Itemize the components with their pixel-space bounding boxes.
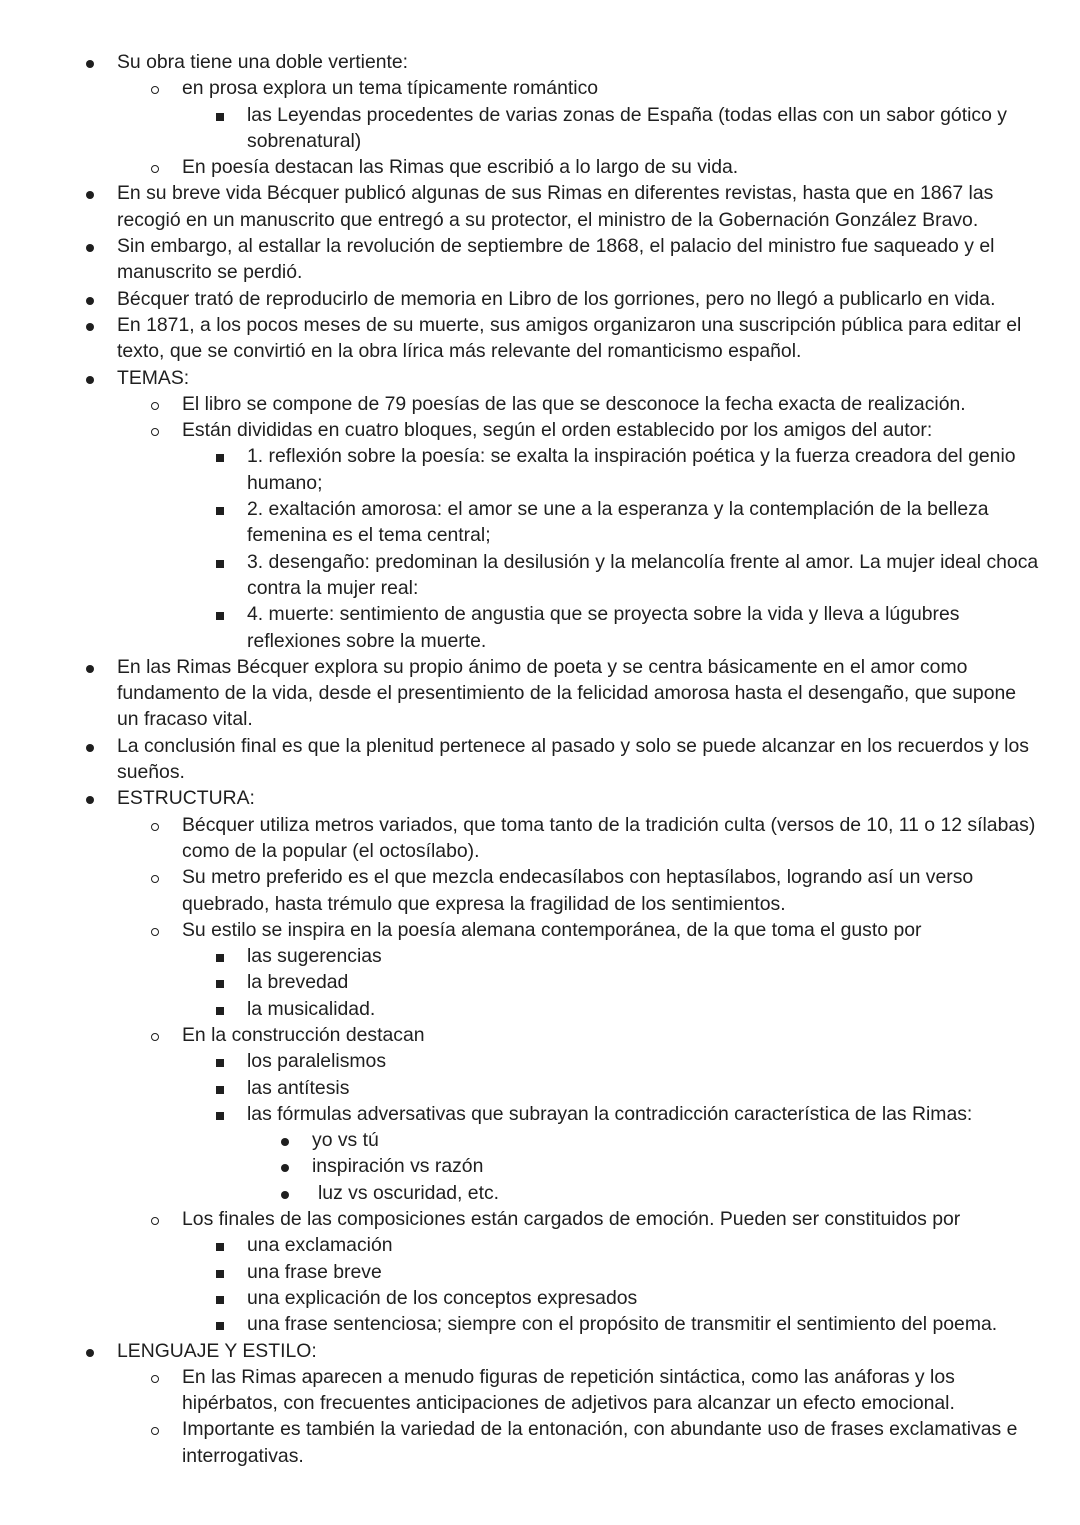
bullet-square-icon <box>213 549 227 575</box>
outline-item-level-3 <box>0 601 1080 654</box>
outline-item-level-2 <box>0 917 1080 943</box>
outline-item-level-3 <box>0 1232 1080 1258</box>
outline-item-text: En las Rimas Bécquer explora su propio ánimo de poeta y se centra básicamente en el amor como fundamento de la vida, desde el presentimiento de la felicidad amorosa hasta el desengaño, que supone un fracaso vital. <box>117 655 1017 731</box>
outline-item-level-4 <box>0 1180 1080 1206</box>
outline-item-text: En su breve vida Bécquer publicó algunas de sus Rimas en diferentes revistas, hasta que en 1867 las recogió en un manuscrito que entregó a su protector, el ministro de la Gobernación González Bravo. <box>117 182 994 231</box>
bullet-disc-icon <box>278 1127 292 1153</box>
bullet-square-icon <box>213 943 227 969</box>
outline-item-text: una exclamación <box>247 1234 393 1257</box>
bullet-disc-icon <box>83 312 97 338</box>
outline-item-level-3 <box>0 102 1080 155</box>
outline-item-text: ESTRUCTURA: <box>117 787 255 810</box>
outline-item-level-2 <box>0 391 1080 417</box>
outline-item-text: yo vs tú <box>312 1129 379 1152</box>
outline-item-level-2 <box>0 75 1080 101</box>
outline-item-text: las sugerencias <box>247 945 382 968</box>
bullet-disc-icon <box>83 180 97 206</box>
outline-item-level-3 <box>0 496 1080 549</box>
outline-item-level-1 <box>0 49 1080 75</box>
bullet-square-icon <box>213 1259 227 1285</box>
outline-item-text: Bécquer trató de reproducirlo de memoria en Libro de los gorriones, pero no llegó a publicarlo en vida. <box>117 287 996 310</box>
outline-item-level-2 <box>0 812 1080 865</box>
outline-item-text: TEMAS: <box>117 366 190 389</box>
outline-item-text: Importante es también la variedad de la entonación, con abundante uso de frases exclamativas e interrogativas. <box>182 1418 1018 1467</box>
outline-item-text: los paralelismos <box>247 1050 387 1073</box>
outline-item-level-1 <box>0 785 1080 811</box>
bullet-circle-icon <box>148 812 162 838</box>
outline-item-level-3 <box>0 969 1080 995</box>
bullet-square-icon <box>213 1101 227 1127</box>
outline-item-level-1 <box>0 180 1080 233</box>
outline-item-level-1 <box>0 286 1080 312</box>
bullet-square-icon <box>213 996 227 1022</box>
outline-item-level-3 <box>0 996 1080 1022</box>
bullet-square-icon <box>213 1232 227 1258</box>
outline-item-text: 3. desengaño: predominan la desilusión y la melancolía frente al amor. La mujer ideal choca contra la mujer real: <box>247 550 1039 599</box>
outline-item-level-2 <box>0 154 1080 180</box>
outline-item-text: Su obra tiene una doble vertiente: <box>117 51 409 73</box>
outline-item-text: Su estilo se inspira en la poesía alemana contemporánea, de la que toma el gusto por <box>182 918 922 941</box>
outline-item-level-3 <box>0 549 1080 602</box>
outline-item-level-1 <box>0 733 1080 786</box>
bullet-disc-icon <box>83 785 97 811</box>
outline-item-text: 4. muerte: sentimiento de angustia que se proyecta sobre la vida y lleva a lúgubres reflexiones sobre la muerte. <box>247 603 960 652</box>
outline-item-level-4 <box>0 1153 1080 1179</box>
outline-item-level-3 <box>0 443 1080 496</box>
bullet-square-icon <box>213 969 227 995</box>
outline-item-level-3 <box>0 1075 1080 1101</box>
outline-item-text: la brevedad <box>247 971 349 994</box>
outline-item-level-2 <box>0 1022 1080 1048</box>
outline-item-text: En las Rimas aparecen a menudo figuras de repetición sintáctica, como las anáforas y los hipérbatos, con frecuentes anticipaciones de adjetivos para alcanzar un efecto emocional. <box>182 1365 955 1415</box>
bullet-disc-icon <box>278 1180 292 1206</box>
outline-item-text: Están divididas en cuatro bloques, según el orden establecido por los amigos del autor: <box>182 419 933 442</box>
bullet-square-icon <box>213 1311 227 1337</box>
outline-item-level-2 <box>0 1416 1080 1469</box>
outline-item-text: En la construcción destacan <box>182 1023 425 1046</box>
outline-item-text: En 1871, a los pocos meses de su muerte, sus amigos organizaron una suscripción pública para editar el texto, que se convirtió en la obra lírica más relevante del romanticismo español. <box>117 313 1022 363</box>
outline-item-text: las Leyendas procedentes de varias zonas de España (todas ellas con un sabor gótico y sobrenatural) <box>247 103 1007 152</box>
outline-item-level-4 <box>0 1127 1080 1153</box>
outline-item-level-1 <box>0 365 1080 391</box>
bullet-disc-icon <box>83 733 97 759</box>
bullet-square-icon <box>213 1048 227 1074</box>
bullet-disc-icon <box>83 49 97 75</box>
outline-item-level-3 <box>0 1259 1080 1285</box>
outline-item-text: En poesía destacan las Rimas que escribió a lo largo de su vida. <box>182 156 739 179</box>
outline-item-text: El libro se compone de 79 poesías de las que se desconoce la fecha exacta de realización. <box>182 392 966 415</box>
bullet-circle-icon <box>148 1022 162 1048</box>
bullet-circle-icon <box>148 1206 162 1232</box>
bullet-disc-icon <box>83 1338 97 1364</box>
outline-item-text: en prosa explora un tema típicamente romántico <box>182 77 599 100</box>
bullet-circle-icon <box>148 864 162 890</box>
outline-item-level-2 <box>0 417 1080 443</box>
outline-item-level-3 <box>0 943 1080 969</box>
outline-item-text: una frase breve <box>247 1260 382 1283</box>
bullet-disc-icon <box>83 286 97 312</box>
bullet-disc-icon <box>83 233 97 259</box>
bullet-square-icon <box>213 1285 227 1311</box>
outline-item-level-2 <box>0 1364 1080 1417</box>
outline-item-text: las fórmulas adversativas que subrayan la contradicción característica de las Rimas: <box>247 1102 973 1125</box>
outline-item-level-3 <box>0 1101 1080 1127</box>
outline-item-text: la musicalidad. <box>247 997 376 1020</box>
bullet-disc-icon <box>83 654 97 680</box>
bullet-circle-icon <box>148 1416 162 1442</box>
outline-item-text: Su metro preferido es el que mezcla endecasílabos con heptasílabos, logrando así un verso quebrado, hasta trémulo que expresa la fragilidad de los sentimientos. <box>182 866 974 915</box>
bullet-square-icon <box>213 601 227 627</box>
outline-item-text: una explicación de los conceptos expresados <box>247 1286 638 1309</box>
outline-item-text: inspiración vs razón <box>312 1155 484 1178</box>
outline-item-level-1 <box>0 312 1080 365</box>
outline-item-text: 1. reflexión sobre la poesía: se exalta la inspiración poética y la fuerza creadora del genio humano; <box>247 445 1016 494</box>
outline-item-text: La conclusión final es que la plenitud pertenece al pasado y solo se puede alcanzar en los recuerdos y los sueños. <box>117 734 1029 784</box>
outline-item-level-3 <box>0 1285 1080 1311</box>
outline-item-text: Sin embargo, al estallar la revolución de septiembre de 1868, el palacio del ministro fue saqueado y el manuscrito se perdió. <box>117 235 995 284</box>
outline-item-text: luz vs oscuridad, etc. <box>318 1181 500 1204</box>
outline-item-text: 2. exaltación amorosa: el amor se une a la esperanza y la contemplación de la belleza femenina es el tema central; <box>247 498 989 547</box>
bullet-square-icon <box>213 1075 227 1101</box>
outline-item-level-3 <box>0 1311 1080 1337</box>
outline-item-level-1 <box>0 233 1080 286</box>
bullet-circle-icon <box>148 75 162 101</box>
bullet-square-icon <box>213 496 227 522</box>
outline-item-text: Los finales de las composiciones están cargados de emoción. Pueden ser constituidos por <box>182 1208 961 1231</box>
outline-item-text: las antítesis <box>247 1076 350 1099</box>
bullet-circle-icon <box>148 154 162 180</box>
bullet-circle-icon <box>148 917 162 943</box>
bullet-circle-icon <box>148 391 162 417</box>
outline-item-level-1 <box>0 1338 1080 1364</box>
outline-item-level-1 <box>0 654 1080 733</box>
bullet-square-icon <box>213 102 227 128</box>
bullet-disc-icon <box>83 365 97 391</box>
outline-item-level-3 <box>0 1048 1080 1074</box>
outline-item-text: Bécquer utiliza metros variados, que toma tanto de la tradición culta (versos de 10, 11 o 12 sílabas) como de la popular (el octosílabo). <box>182 813 1036 862</box>
outline-item-level-2 <box>0 864 1080 917</box>
bullet-square-icon <box>213 443 227 469</box>
outline-item-text: una frase sentenciosa; siempre con el propósito de transmitir el sentimiento del poema. <box>247 1313 998 1336</box>
bullet-circle-icon <box>148 1364 162 1390</box>
bullet-circle-icon <box>148 417 162 443</box>
outline-item-text: LENGUAJE Y ESTILO: <box>117 1339 317 1362</box>
outline-item-level-2 <box>0 1206 1080 1232</box>
bullet-disc-icon <box>278 1153 292 1179</box>
